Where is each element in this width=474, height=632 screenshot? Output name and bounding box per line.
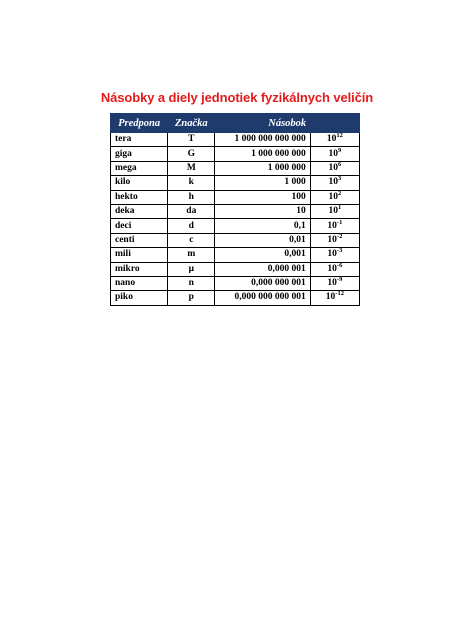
power-exponent: 12 [336,132,343,140]
prefix-cell: giga [111,147,168,161]
power-cell [310,291,359,305]
header-symbol: Značka [168,114,215,133]
power-base: 10 [328,191,339,202]
power-base: 10 [327,234,337,245]
header-prefix: Predpona [111,114,168,133]
power-exponent: -1 [336,218,343,226]
prefix-cell: mikro [111,262,168,276]
prefix-cell: tera [111,133,168,147]
power-base: 10 [328,177,339,188]
table-row [111,276,360,290]
value-cell: 0,1 [215,219,310,233]
value-cell: 1 000 000 000 [215,147,310,161]
power-cell [310,161,359,175]
symbol-cell: da [168,204,215,218]
value-cell: 1 000 [215,176,310,190]
prefix-cell: piko [111,291,168,305]
power-cell [310,233,359,247]
power-cell [310,204,359,218]
power-base: 10 [328,162,339,173]
prefix-cell: hekto [111,190,168,204]
power-exponent: -2 [336,232,343,240]
prefix-cell: kilo [111,176,168,190]
power-base: 10 [325,292,336,303]
table-row [111,176,360,190]
power-cell [310,219,359,233]
symbol-cell: M [168,161,215,175]
power-base: 10 [327,278,337,289]
value-cell: 1 000 000 000 000 [215,133,310,147]
symbol-cell: T [168,133,215,147]
power-cell [310,262,359,276]
value-cell: 1 000 000 [215,161,310,175]
power-exponent: 6 [338,160,342,168]
table-row [111,291,360,305]
power-base: 10 [326,134,337,145]
table-row [111,147,360,161]
table-row [111,219,360,233]
symbol-cell: m [168,248,215,262]
power-cell [310,276,359,290]
power-exponent: -6 [336,261,343,269]
value-cell: 0,001 [215,248,310,262]
header-multiple: Násobok [215,114,360,133]
symbol-cell: μ [168,262,215,276]
table-row [111,248,360,262]
symbol-cell: G [168,147,215,161]
power-exponent: 2 [338,189,342,197]
symbol-cell: p [168,291,215,305]
power-cell [310,176,359,190]
symbol-cell: n [168,276,215,290]
power-base: 10 [327,220,337,231]
table-row [111,161,360,175]
power-exponent: 1 [338,204,342,212]
symbol-cell: c [168,233,215,247]
power-cell [310,190,359,204]
value-cell: 0,000 001 [215,262,310,276]
table-row [111,262,360,276]
power-base: 10 [328,206,339,217]
prefix-table [110,113,360,306]
page-title: Násobky a diely jednotiek fyzikálnych veličín [100,90,374,105]
table-row [111,190,360,204]
table-row [111,204,360,218]
value-cell: 0,01 [215,233,310,247]
value-cell: 10 [215,204,310,218]
prefix-cell: deci [111,219,168,233]
table-row [111,233,360,247]
power-cell [310,133,359,147]
symbol-cell: k [168,176,215,190]
power-exponent: -9 [336,276,343,284]
prefix-cell: centi [111,233,168,247]
table-header-row [111,114,360,133]
symbol-cell: h [168,190,215,204]
prefix-cell: mega [111,161,168,175]
prefix-cell: nano [111,276,168,290]
power-base: 10 [327,263,337,274]
power-base: 10 [328,148,339,159]
power-cell [310,248,359,262]
table-body [111,133,360,306]
power-base: 10 [327,249,337,260]
power-cell [310,147,359,161]
prefix-cell: deka [111,204,168,218]
power-exponent: 9 [338,146,342,154]
prefix-cell: mili [111,248,168,262]
value-cell: 0,000 000 001 [215,276,310,290]
power-exponent: -12 [335,290,344,298]
value-cell: 0,000 000 000 001 [215,291,310,305]
value-cell: 100 [215,190,310,204]
symbol-cell: d [168,219,215,233]
power-exponent: 3 [338,175,342,183]
power-exponent: -3 [336,247,343,255]
table-row [111,133,360,147]
